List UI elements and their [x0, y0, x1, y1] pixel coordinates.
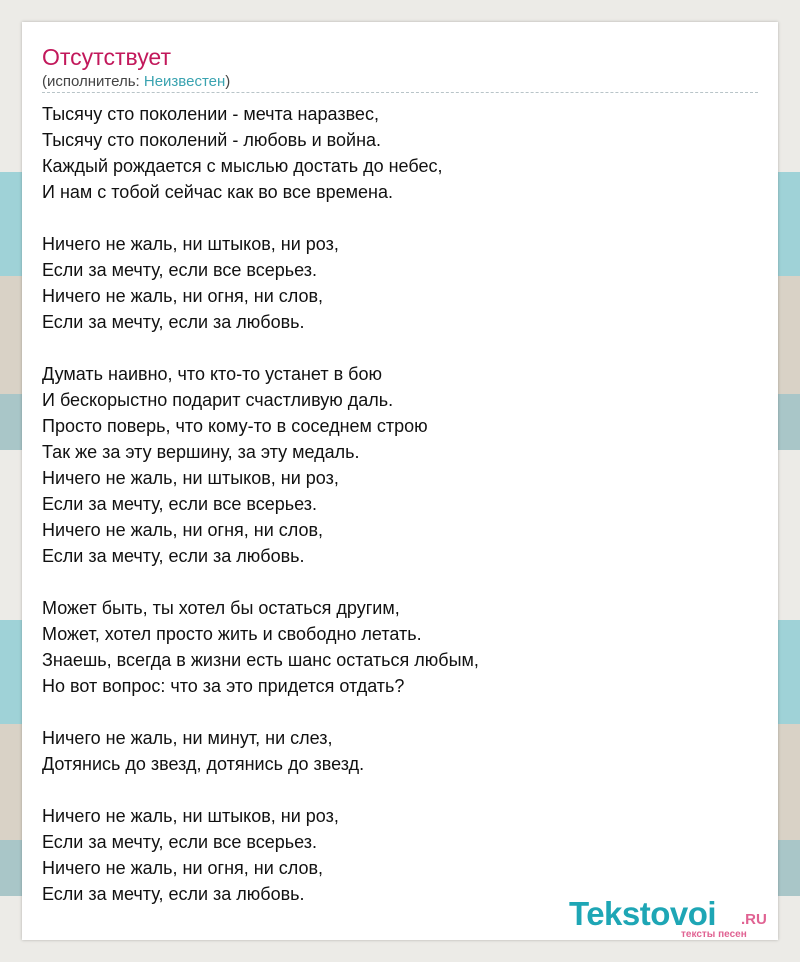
lyric-line: Думать наивно, что кто-то устанет в бою	[42, 364, 382, 384]
artist-line	[42, 73, 230, 90]
song-title: Отсутствует	[42, 44, 171, 70]
lyrics-card	[22, 22, 778, 940]
lyric-line: Если за мечту, если все всерьез.	[42, 832, 318, 852]
stanza-gap	[42, 699, 758, 725]
artist-suffix: )	[225, 73, 231, 90]
lyric-line: И нам с тобой сейчас как во все времена.	[42, 182, 393, 202]
lyric-line: Знаешь, всегда в жизни есть шанс остаться любым,	[42, 650, 479, 670]
lyric-line: Если за мечту, если за любовь.	[42, 884, 305, 904]
lyric-line: Каждый рождается с мыслью достать до небес,	[42, 156, 443, 176]
artist-link[interactable]: Неизвестен	[143, 73, 226, 90]
lyric-line: Ничего не жаль, ни штыков, ни роз,	[42, 234, 339, 254]
stanza-gap	[42, 205, 758, 231]
lyric-line: Так же за эту вершину, за эту медаль.	[42, 442, 360, 462]
site-logo[interactable]	[569, 895, 779, 941]
stanza-gap	[42, 777, 758, 803]
lyric-line: Но вот вопрос: что за это придется отдать?	[42, 676, 405, 696]
lyric-line: Ничего не жаль, ни огня, ни слов,	[42, 286, 324, 306]
lyric-line: Может быть, ты хотел бы остаться другим,	[42, 598, 400, 618]
lyric-line: Ничего не жаль, ни огня, ни слов,	[42, 858, 324, 878]
logo-tagline: тексты песен	[681, 929, 747, 940]
lyric-line: Ничего не жаль, ни штыков, ни роз,	[42, 468, 339, 488]
lyrics-text	[42, 101, 758, 907]
lyric-line: Тысячу сто поколений - любовь и война.	[42, 130, 382, 150]
lyric-line: Дотянись до звезд, дотянись до звезд.	[42, 754, 365, 774]
logo-domain: .RU	[741, 911, 767, 928]
lyric-line: Ничего не жаль, ни огня, ни слов,	[42, 520, 324, 540]
logo-wordmark: Tekstovoi	[569, 895, 717, 932]
lyric-line: И бескорыстно подарит счастливую даль.	[42, 390, 394, 410]
stanza-gap	[42, 569, 758, 595]
lyric-line: Если за мечту, если все всерьез.	[42, 260, 318, 280]
lyric-line: Просто поверь, что кому-то в соседнем строю	[42, 416, 428, 436]
lyric-line: Если за мечту, если за любовь.	[42, 312, 305, 332]
artist-prefix: (исполнитель:	[42, 73, 144, 90]
title-divider	[42, 92, 758, 93]
lyric-line: Если за мечту, если все всерьез.	[42, 494, 318, 514]
lyric-line: Тысячу сто поколении - мечта наразвес,	[42, 104, 379, 124]
lyric-line: Может, хотел просто жить и свободно летать.	[42, 624, 422, 644]
lyric-line: Если за мечту, если за любовь.	[42, 546, 305, 566]
lyric-line: Ничего не жаль, ни минут, ни слез,	[42, 728, 333, 748]
lyric-line: Ничего не жаль, ни штыков, ни роз,	[42, 806, 339, 826]
stanza-gap	[42, 335, 758, 361]
